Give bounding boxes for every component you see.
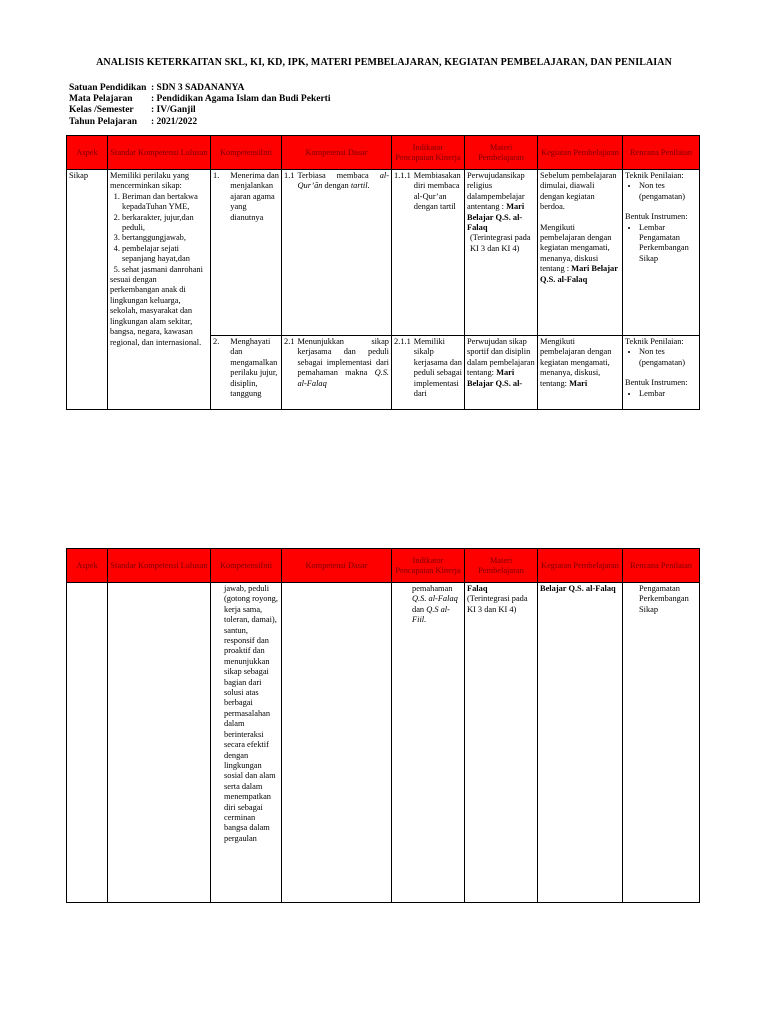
meta-row-satuan: Satuan Pendidikan : SDN 3 SADANANYA <box>69 83 245 93</box>
cell-skl: Memiliki perilaku yang mencerminkan sikap: 1. Beriman dan bertakwa kepadaTuhan YME, 2. berkarakter, jujur,dan peduli, 3. bertanggungjawab, 4. pembelajar sejati sepanjang hayat,dan 5. sehat jasmani danrohani sesuai dengan perkembangan anak di lingkungan keluarga, sekolah, masyarakat dan lingkungan alam sekitar, bangsa, negara, kawasan regional, dan internasional. <box>108 170 211 410</box>
table-row <box>67 583 700 903</box>
cell-kegiatan-2: Mengikuti pembelajaran dengan kegiatan mengamati, menanya, diskusi, tentang: Mari <box>538 336 623 410</box>
cell-materi-2: Perwujudan sikap sportif dan disiplin dalam pembelajaran tentang: Mari Belajar Q.S. al- <box>465 336 538 410</box>
header-ki: KompetensiInti <box>211 136 282 170</box>
analysis-table-page1 <box>66 135 700 410</box>
header-skl: Standar Kompetensi Lulusan <box>108 549 211 583</box>
cell-aspek <box>67 583 108 903</box>
header-materi: Materi Pembelajaran <box>465 136 538 170</box>
cell-ki-1: 1. Menerima dan menjalankan ajaran agama yang dianutnya <box>211 170 282 336</box>
cell-materi-1: Perwujudansikap religius dalampembelajar antentang : Mari Belajar Q.S. al-Falaq (Terintegrasi pada KI 3 dan KI 4) <box>465 170 538 336</box>
header-kd: Kompetensi Dasar <box>282 549 392 583</box>
table-header-row <box>67 549 700 583</box>
cell-ipk-1: 1.1.1 Membiasakan diri membaca al-Qur’an dengan tartil <box>392 170 465 336</box>
header-penilaian: Rencana Penilaian <box>623 136 700 170</box>
cell-aspek: Sikap <box>67 170 108 410</box>
header-aspek: Aspek <box>67 136 108 170</box>
cell-penilaian-2: Teknik Penilaian: • Non tes (pengamatan) Bentuk Instrumen: • Lembar <box>623 336 700 410</box>
cell-penilaian-1: Teknik Penilaian: • Non tes (pengamatan) Bentuk Instrumen: • Lembar Pengamatan Perkembangan Sikap <box>623 170 700 336</box>
cell-ipk-2: 2.1.1 Memiliki sikalp kerjasama dan peduli sebagai implementasi dari <box>392 336 465 410</box>
cell-ki-2: 2. Menghayati dan mengamalkan perilaku jujur, disiplin, tanggung <box>211 336 282 410</box>
header-skl: Standar Kompetensi Lulusan <box>108 136 211 170</box>
cell-kegiatan-continued: Belajar Q.S. al-Falaq <box>538 583 623 903</box>
table-row <box>67 170 700 336</box>
cell-materi-continued: Falaq (Terintegrasi pada KI 3 dan KI 4) <box>465 583 538 903</box>
header-materi: Materi Pembelajaran <box>465 549 538 583</box>
header-ipk: Indikator Pencapaian Kinerja <box>392 549 465 583</box>
document-meta <box>69 83 330 128</box>
header-kegiatan: Kegiatan Pembelajaran <box>538 549 623 583</box>
document-title: ANALISIS KETERKAITAN SKL, KI, KD, IPK, MATERI PEMBELAJARAN, KEGIATAN PEMBELAJARAN, DAN PENILAIAN <box>96 57 672 68</box>
meta-row-tahun: Tahun Pelajaran : 2021/2022 <box>69 116 198 127</box>
header-ipk: Indikator Pencapaian Kinerja <box>392 136 465 170</box>
header-penilaian: Rencana Penilaian <box>623 549 700 583</box>
header-ki: KompetensiInti <box>211 549 282 583</box>
skl-list: 1. Beriman dan bertakwa kepadaTuhan YME, 2. berkarakter, jujur,dan peduli, 3. bertanggungjawab, 4. pembelajar sejati sepanjang hayat,dan 5. sehat jasmani danrohani <box>110 192 208 275</box>
meta-row-mapel: Mata Pelajaran : Pendidikan Agama Islam dan Budi Pekerti <box>69 94 331 105</box>
header-kd: Kompetensi Dasar <box>282 136 392 170</box>
cell-ki-continued: jawab, peduli (gotong royong, kerja sama, toleran, damai), santun, responsif dan proaktif dan menunjukkan sikap sebagai bagian dari solusi atas berbagai permasalahan dalam berinteraksi secara efektif dengan lingkungan sosial dan alam serta dalam menempatkan diri sebagai cerminan bangsa dalam pergaulan <box>211 583 282 903</box>
table-header-row <box>67 136 700 170</box>
cell-kd <box>282 583 392 903</box>
header-aspek: Aspek <box>67 549 108 583</box>
cell-kegiatan-1: Sebelum pembelajaran dimulai, diawali dengan kegiatan berdoa. Mengikuti pembelajaran dengan kegiatan mengamati, menanya, diskusi tentang : Mari Belajar Q.S. al-Falaq <box>538 170 623 336</box>
cell-kd-2: 2.1 Menunjukkan sikap kerjasama dan peduli sebagai implementasi dari pemahaman makna Q.S. al-Falaq <box>282 336 392 410</box>
analysis-table-page2 <box>66 548 700 903</box>
cell-penilaian-continued: Pengamatan Perkembangan Sikap <box>623 583 700 903</box>
cell-kd-1: 1.1 Terbiasa membaca al-Qur’ān dengan tartil. <box>282 170 392 336</box>
cell-ipk-continued: pemahaman Q.S. al-Falaq dan Q.S al-Fiil. <box>392 583 465 903</box>
meta-row-kelas: Kelas /Semester : IV/Ganjil <box>69 105 196 116</box>
header-kegiatan: Kegiatan Pembelajaran <box>538 136 623 170</box>
cell-skl <box>108 583 211 903</box>
